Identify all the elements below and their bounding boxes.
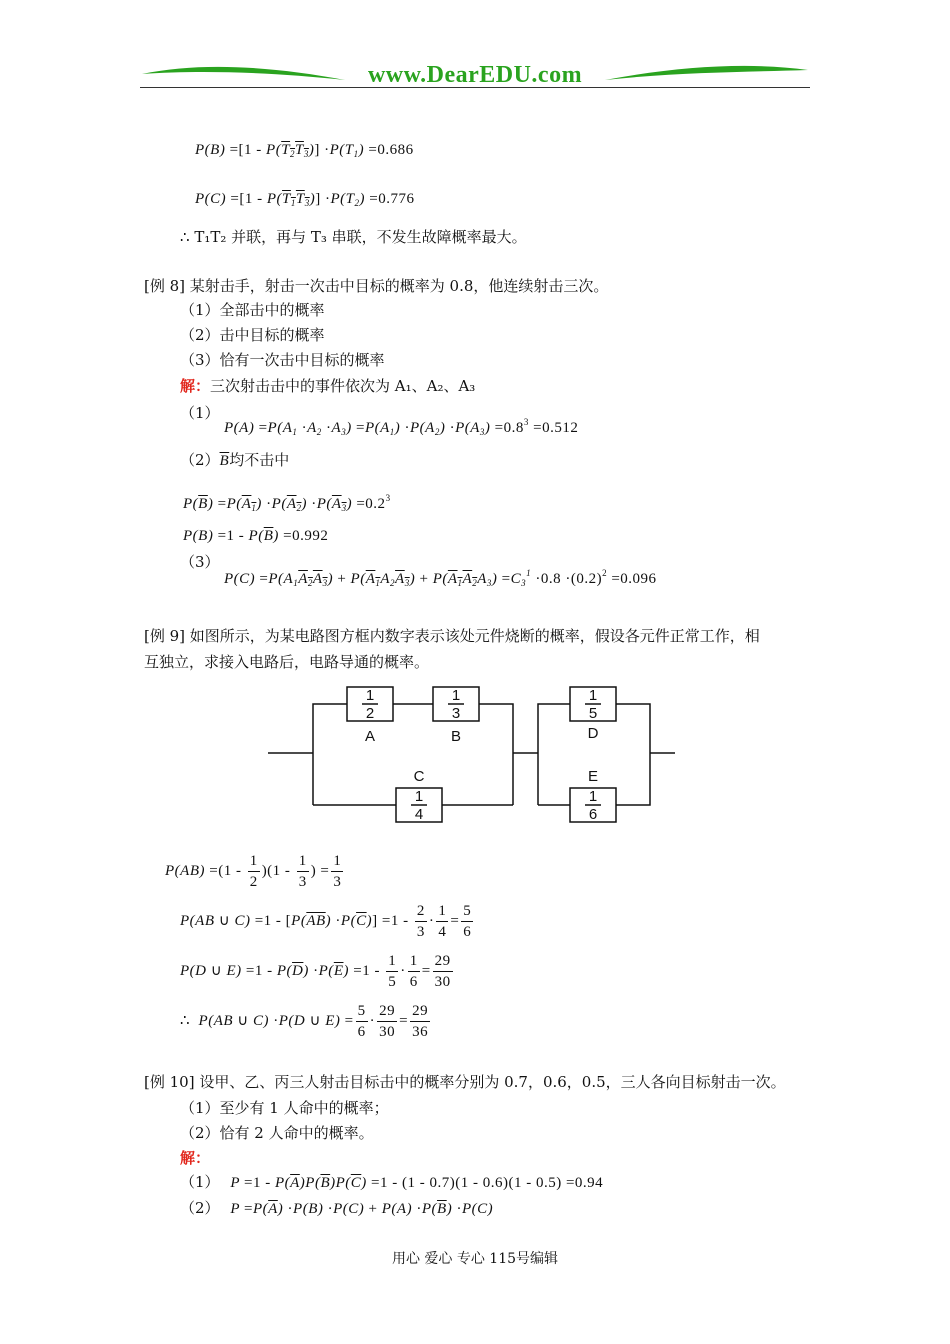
component-c-label: C: [413, 768, 425, 785]
ex8-p2b-formula: $P(B) =1 - P(\overline{B}) =0.992$: [183, 528, 329, 544]
page-footer: 用心 爱心 专心 115号编辑: [391, 1251, 559, 1267]
wire-d-left: [538, 704, 570, 805]
page-header: [140, 60, 810, 94]
component-e-den: 6: [588, 806, 598, 823]
ex8-p1-formula: $P(A) =P(A_1 \cdot A_2 \cdot A_3) =P(A_1) \cdot P(A_2) \cdot P(A_3) =0.8^3 =0.512$: [224, 417, 579, 437]
ex10-title: [例 10] 设甲、乙、丙三人射击目标击中的概率分别为 0.7，0.6，0.5，三人各向目标射击一次。: [144, 1073, 786, 1091]
header-rule: [140, 87, 810, 88]
ex9-eq4: ∴ P(AB ∪ C) ·P(D ∪ E) = $\frac{5}{6}$ · $\frac{29}{30}$ = $\frac{29}{36}$: [180, 1003, 429, 1041]
wire-left-upper: [313, 704, 347, 805]
ex8-p3-label: （3）: [180, 553, 220, 571]
prev-pc-formula: $P(C) =[1 - P(T_1T_3)] \cdot P(T_2) =0.776$: [195, 191, 415, 208]
component-e-label: E: [587, 768, 599, 785]
ex8-p2: $(2)\overline{B}$均不击中: [180, 451, 290, 469]
component-b-label: B: [450, 728, 462, 745]
component-a-num: 1: [365, 687, 375, 704]
wire-right-upper: [479, 704, 513, 805]
component-d-den: 5: [588, 705, 598, 722]
ex8-q3: （3）恰有一次击中目标的概率: [180, 351, 385, 369]
ex9-title-line1: [例 9] 如图所示，为某电路图方框内数字表示该处元件烧断的概率，假设各元件正常工作，相: [144, 627, 760, 645]
ex8-p3-formula: $P(C) =P(A_1A_2A_3) + P(A_1A_2A_3) + P(A_1A_2A_3) =C_3^1 \cdot 0.8 \cdot(0.2)^2 =0.096$: [224, 568, 657, 588]
wire-right-branch: [616, 704, 650, 805]
solution-label: 解：: [180, 1149, 211, 1167]
ex10-q2: （2）恰有 2 人命中的概率。: [180, 1124, 374, 1142]
component-c-num: 1: [414, 788, 424, 805]
ex10-p2: （2） $P =P(\overline{A}) \cdot P(B) \cdot P(C) + P(A) \cdot P(\overline{B}) \cdot P(C)$: [180, 1199, 494, 1217]
component-c-den: 4: [414, 806, 424, 823]
ex10-q1: （1）至少有 1 人命中的概率；: [180, 1099, 389, 1117]
prev-conclusion: ∴ T₁T₂ 并联，再与 T₃ 串联，不发生故障概率最大。: [180, 228, 527, 246]
ex9-eq3: P(D ∪ $E) =1 - P(\overline{D}) \cdot P(\overline{E}) =1$ - $\frac{1}{5}$ · $\frac{1}{6}$ = $\frac{29}{30}$: [180, 953, 451, 991]
component-e-num: 1: [588, 788, 598, 805]
ex8-title: [例 8] 某射击手，射击一次击中目标的概率为 0.8，他连续射击三次。: [144, 277, 609, 295]
ex8-p1-label: （1）: [180, 404, 220, 422]
component-a-label: A: [364, 728, 376, 745]
component-a-den: 2: [365, 705, 375, 722]
prev-pb-formula: $P(B) =[1 - P(T_2T_3)] \cdot P(T_1) =0.686$: [195, 142, 414, 159]
ex8-q2: （2）击中目标的概率: [180, 326, 325, 344]
ex10-solution-label: [180, 1148, 210, 1168]
solution-label: 解：: [180, 377, 211, 395]
component-d-label: D: [587, 725, 599, 742]
ex9-eq1: P(AB) =(1 - $\frac{1}{2}$ )(1 - $\frac{1}{3}$ ) = $\frac{1}{3}$: [165, 853, 342, 891]
component-d-num: 1: [588, 687, 598, 704]
ex8-q1: （1）全部击中的概率: [180, 301, 325, 319]
component-b-den: 3: [451, 705, 461, 722]
ex8-p2a-formula: $P(\overline{B}) =P(A_1) \cdot P(A_2) \cdot P(A_3) =0.2^3$: [183, 493, 391, 513]
component-b-num: 1: [451, 687, 461, 704]
ex9-title-line2: 互独立，求接入电路后，电路导通的概率。: [144, 653, 430, 671]
circuit-diagram: [265, 680, 680, 830]
ex10-p1: （1） $P =1 - P(\overline{A})P(\overline{B})P(\overline{C}) =1 - (1 - 0.7)(1 - 0.6)(1 - 0.5) =0.94$: [180, 1173, 604, 1191]
header-logo: www.DearEDU.com: [367, 62, 583, 88]
ex9-eq2: P(AB ∪ $C) =1 - [P(\overline{AB}) \cdot P(\overline{C})] =1$ - $\frac{2}{3}$ · $\frac{1}{4}$ = $\frac{5}{6}$: [180, 903, 472, 941]
ex8-solution: 解：三次射击击中的事件依次为 A₁、A₂、A₃: [180, 377, 476, 395]
